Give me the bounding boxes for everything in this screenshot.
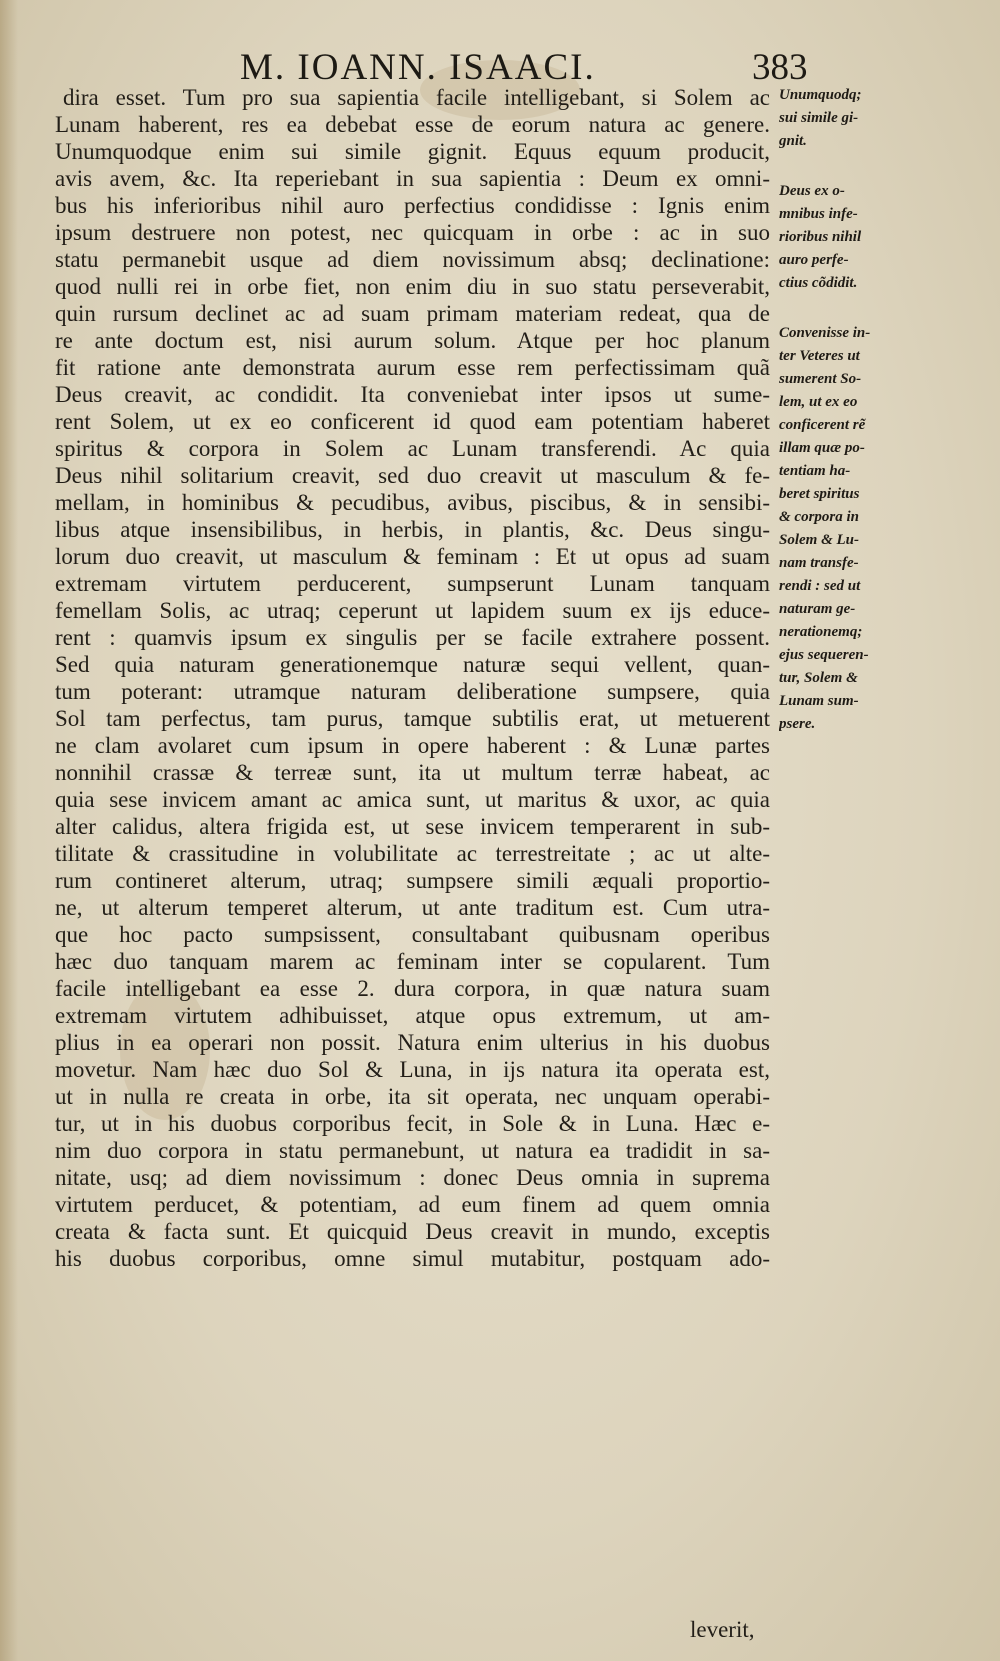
main-text-block	[55, 84, 770, 1272]
marginal-note-line: Solem & Lu-	[779, 532, 860, 548]
text-line: virtutem perducet, & potentiam, ad eum finem ad quem omnia	[55, 1192, 770, 1217]
text-line: plius in ea operari non possit. Natura enim ulterius in his duobus	[55, 1030, 770, 1055]
text-line: lorum duo creavit, ut masculum & feminam : Et ut opus ad suam	[55, 544, 770, 569]
marginal-note-line: ctius cõdidit.	[779, 275, 858, 291]
text-line: dira esset. Tum pro sua sapientia facile intelligebant, si Solem ac	[63, 85, 770, 110]
text-line: tum poterant: utramque naturam deliberatione sumpsere, quia	[55, 679, 770, 704]
text-line: quod nulli rei in orbe fiet, non enim diu in suo statu perseverabit,	[55, 274, 770, 299]
text-line: tur, ut in his duobus corporibus fecit, in Sole & in Luna. Hæc e-	[55, 1111, 770, 1136]
running-title: M. IOANN. ISAACI.	[240, 47, 596, 88]
marginal-note-line: sumerent So-	[779, 371, 862, 387]
text-line: hæc duo tanquam marem ac feminam inter se copularent. Tum	[55, 949, 770, 974]
text-line: creata & facta sunt. Et quicquid Deus creavit in mundo, exceptis	[55, 1219, 770, 1244]
marginal-note-line: auro perfe-	[779, 252, 849, 268]
text-line: nonnihil crassæ & terreæ sunt, ita ut multum terræ habeat, ac	[55, 760, 770, 785]
marginal-note-gap	[779, 153, 897, 180]
text-line: facile intelligebant ea esse 2. dura corpora, in quæ natura suam	[55, 976, 770, 1001]
text-line: extremam virtutem adhibuisset, atque opus extremum, ut am-	[55, 1003, 770, 1028]
marginal-note-line: conficerent rẽ	[779, 417, 866, 433]
catchword: leverit,	[690, 1617, 755, 1642]
text-line: statu permanebit usque ad diem novissimum absq; declinatione:	[55, 247, 770, 272]
text-line: movetur. Nam hæc duo Sol & Luna, in ijs natura ita operata est,	[55, 1057, 770, 1082]
text-line: avis avem, &c. Ita reperiebant in sua sapientia : Deum ex omni-	[55, 166, 770, 191]
marginal-note-line: & corpora in	[779, 509, 860, 525]
marginal-note-line: Lunam sum-	[779, 693, 859, 709]
text-line: nitate, usq; ad diem novissimum : donec Deus omnia in suprema	[55, 1165, 770, 1190]
text-line: Deus creavit, ac condidit. Ita conveniebat inter ipsos ut sume-	[55, 382, 770, 407]
marginal-note-line: psere.	[779, 716, 816, 732]
page-edge-shadow	[0, 0, 18, 1661]
text-line: ut in nulla re creata in orbe, ita sit operata, nec unquam operabi-	[55, 1084, 770, 1109]
marginal-note-line: Unumquodq;	[779, 87, 862, 103]
text-line: tilitate & crassitudine in volubilitate ac terrestreitate ; ac ut alte-	[55, 841, 770, 866]
marginal-note-line: nam transfe-	[779, 555, 859, 571]
text-line: Lunam haberent, res ea debebat esse de eorum natura ac genere.	[55, 112, 770, 137]
marginal-note-line: beret spiritus	[779, 486, 860, 502]
marginal-note-line: ter Veteres ut	[779, 348, 860, 364]
text-line: ne, ut alterum temperet alterum, ut ante traditum est. Cum utra-	[55, 895, 770, 920]
marginal-note-line: illam quæ po-	[779, 440, 865, 456]
marginal-note-line: ejus sequeren-	[779, 647, 869, 663]
text-line: femellam Solis, ac utraq; ceperunt ut lapidem suum ex ijs educe-	[55, 598, 770, 623]
text-line: extremam virtutem perducerent, sumpserunt Lunam tanquam	[55, 571, 770, 596]
marginal-note-line: mnibus infe-	[779, 206, 858, 222]
marginal-note-line: naturam ge-	[779, 601, 856, 617]
text-line: rum contineret alterum, utraq; sumpsere simili æquali proportio-	[55, 868, 770, 893]
text-line: bus his inferioribus nihil auro perfectius condidisse : Ignis enim	[55, 193, 770, 218]
text-line: spiritus & corpora in Solem ac Lunam transferendi. Ac quia	[55, 436, 770, 461]
text-line: rent : quamvis ipsum ex singulis per se facile extrahere possent.	[55, 625, 770, 650]
text-line: Deus nihil solitarium creavit, sed duo creavit ut masculum & fe-	[55, 463, 770, 488]
marginal-note-line: Convenisse in-	[779, 325, 871, 341]
marginal-notes	[779, 84, 897, 736]
marginal-note-line: gnit.	[779, 133, 807, 149]
text-line: mellam, in hominibus & pecudibus, avibus, piscibus, & in sensibi-	[55, 490, 770, 515]
text-line: quin rursum declinet ac ad suam primam materiam redeat, qua de	[55, 301, 770, 326]
marginal-note-line: sui simile gi-	[779, 110, 859, 126]
page-number: 383	[752, 47, 808, 88]
text-line: re ante doctum est, nisi aurum solum. Atque per hoc planum	[55, 328, 770, 353]
text-line: his duobus corporibus, omne simul mutabitur, postquam ado-	[55, 1246, 770, 1271]
text-line: libus atque insensibilibus, in herbis, in plantis, &c. Deus singu-	[55, 517, 770, 542]
text-line: fit ratione ante demonstrata aurum esse rem perfectissimam quã	[55, 355, 770, 380]
text-line: ne clam avolaret cum ipsum in opere haberent : & Lunæ partes	[55, 733, 770, 758]
text-line: rent Solem, ut ex eo conficerent id quod eam potentiam haberet	[55, 409, 770, 434]
text-line: alter calidus, altera frigida est, ut sese invicem temperarent in sub-	[55, 814, 770, 839]
marginal-note-line: tentiam ha-	[779, 463, 851, 479]
marginal-note-line: Deus ex o-	[779, 183, 845, 199]
text-line: Sol tam perfectus, tam purus, tamque subtilis erat, ut metuerent	[55, 706, 770, 731]
marginal-note-line: lem, ut ex eo	[779, 394, 858, 410]
marginal-note-gap	[779, 295, 897, 322]
marginal-note-line: rendi : sed ut	[779, 578, 861, 594]
text-line: quia sese invicem amant ac amica sunt, ut maritus & uxor, ac quia	[55, 787, 770, 812]
marginal-note-line: rioribus nihil	[779, 229, 862, 245]
text-line: ipsum destruere non potest, nec quicquam in orbe : ac in suo	[55, 220, 770, 245]
text-line: Unumquodque enim sui simile gignit. Equus equum producit,	[55, 139, 770, 164]
text-line: que hoc pacto sumpsissent, consultabant quibusnam operibus	[55, 922, 770, 947]
text-line: Sed quia naturam generationemque naturæ sequi vellent, quan-	[55, 652, 770, 677]
marginal-note-line: tur, Solem &	[779, 670, 858, 686]
text-line: nim duo corpora in statu permanebunt, ut natura ea tradidit in sa-	[55, 1138, 770, 1163]
marginal-note-line: nerationemq;	[779, 624, 863, 640]
